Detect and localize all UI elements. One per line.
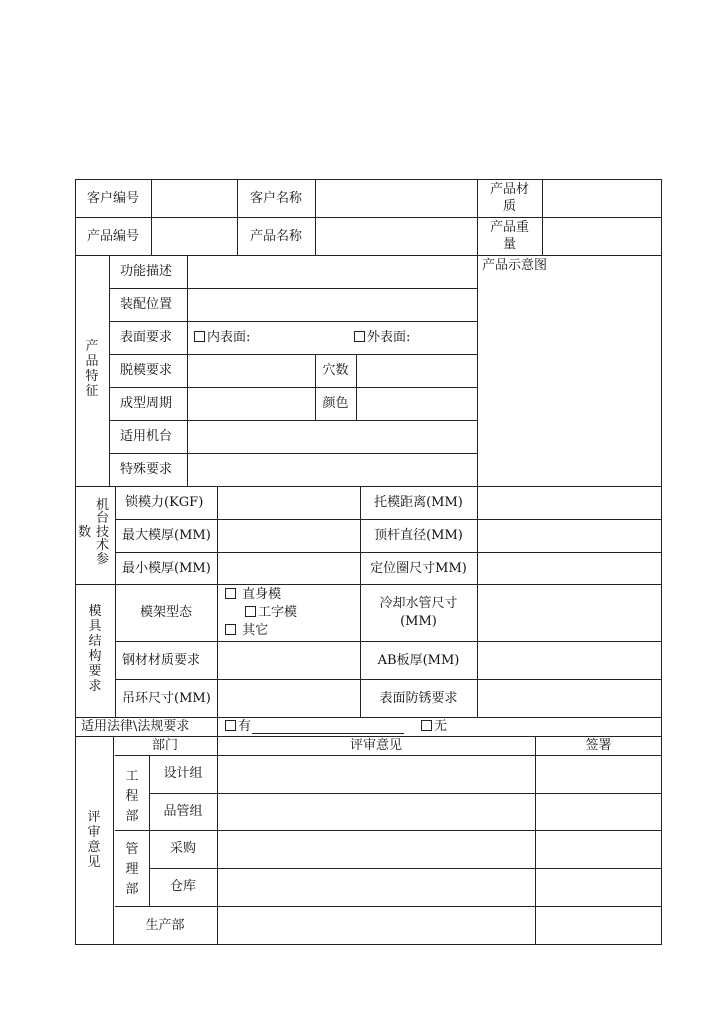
label-weight-b: 量	[502, 237, 516, 252]
label-steel: 钢材材质要求	[122, 653, 201, 668]
label-function: 功能描述	[120, 264, 173, 279]
label-rust: 表面防锈要求	[379, 691, 458, 706]
label-product-name: 产品名称	[249, 229, 302, 244]
label-assembly: 装配位置	[120, 297, 173, 312]
machine-group-char-2: 台	[96, 511, 110, 526]
features-group-label: 产品特征	[85, 339, 99, 399]
rust-field[interactable]	[478, 680, 661, 716]
dept-qc: 品管组	[163, 804, 203, 819]
inner-surface-label: 内表面:	[207, 330, 251, 345]
demold-field[interactable]	[188, 355, 314, 386]
min-field[interactable]	[218, 553, 359, 583]
law-yes-underline	[252, 733, 404, 734]
ring-field[interactable]	[218, 680, 359, 716]
mold-group-label: 模具结构要求	[88, 604, 102, 694]
tie-field[interactable]	[478, 487, 661, 518]
design-opinion-field[interactable]	[218, 756, 534, 792]
machine-group-char-6: 数	[78, 525, 92, 540]
opt-straight-label: 直身模	[242, 587, 282, 602]
production-sign-field[interactable]	[536, 907, 661, 944]
label-ring: 吊环尺寸(MM)	[122, 691, 211, 706]
header-dept: 部门	[151, 738, 178, 753]
sketch-area[interactable]	[478, 274, 661, 485]
qc-opinion-field[interactable]	[218, 794, 534, 829]
machine-group-char-3: 技	[96, 525, 110, 540]
opt-i-label: 工字模	[258, 605, 298, 620]
dept-warehouse: 仓库	[169, 879, 196, 894]
qc-sign-field[interactable]	[536, 794, 661, 829]
label-surface: 表面要求	[120, 330, 173, 345]
dept-production: 生产部	[145, 918, 185, 933]
customer-name-field[interactable]	[316, 180, 476, 216]
opt-straight-checkbox[interactable]	[225, 586, 281, 603]
cavity-field[interactable]	[357, 355, 476, 386]
law-no-label: 无	[434, 719, 448, 734]
function-field[interactable]	[188, 256, 476, 287]
clamp-field[interactable]	[218, 487, 359, 518]
machine-group-char-4: 术	[96, 538, 110, 553]
special-field[interactable]	[188, 454, 476, 485]
label-machine: 适用机台	[120, 429, 173, 444]
law-yes-label: 有	[238, 719, 252, 734]
assembly-field[interactable]	[188, 289, 476, 320]
dept-engineering: 工程部	[125, 769, 139, 824]
outer-surface-checkbox[interactable]	[354, 329, 410, 346]
production-opinion-field[interactable]	[218, 907, 534, 944]
locate-field[interactable]	[478, 553, 661, 583]
law-no-checkbox[interactable]	[421, 718, 447, 735]
label-locate: 定位圈尺寸MM)	[370, 561, 467, 576]
steel-field[interactable]	[218, 642, 359, 678]
label-weight-a: 产品重	[489, 220, 529, 235]
machine-group-char-1: 机	[96, 498, 110, 513]
machine-group-char-5: 参	[96, 552, 110, 567]
opt-other-label: 其它	[242, 623, 269, 638]
material-field[interactable]	[543, 180, 661, 216]
max-field[interactable]	[218, 520, 359, 551]
label-color: 颜色	[322, 396, 349, 411]
dept-design: 设计组	[163, 766, 203, 781]
warehouse-opinion-field[interactable]	[218, 869, 534, 905]
label-cool-b: (MM)	[400, 614, 437, 629]
label-clamp: 锁模力(KGF)	[125, 495, 204, 510]
cycle-field[interactable]	[188, 388, 314, 419]
header-sign: 签署	[585, 738, 612, 753]
label-max: 最大模厚(MM)	[122, 528, 211, 543]
label-ab: AB板厚(MM)	[377, 653, 460, 668]
label-cavity: 穴数	[322, 363, 349, 378]
purchase-opinion-field[interactable]	[218, 831, 534, 867]
opt-i-checkbox[interactable]	[245, 604, 297, 621]
color-field[interactable]	[357, 388, 476, 419]
label-material-b: 质	[502, 199, 516, 214]
label-special: 特殊要求	[120, 462, 173, 477]
ab-field[interactable]	[478, 642, 661, 678]
outer-surface-label: 外表面:	[367, 330, 411, 345]
label-law: 适用法律\法规要求	[81, 719, 190, 734]
product-name-field[interactable]	[316, 218, 476, 254]
label-customer-name: 客户名称	[249, 191, 302, 206]
label-tie: 托模距离(MM)	[374, 495, 463, 510]
weight-field[interactable]	[543, 218, 661, 254]
label-ejector: 顶杆直径(MM)	[374, 528, 463, 543]
label-cool-a: 冷却水管尺寸	[379, 596, 458, 611]
review-group-label: 评审意见	[87, 810, 101, 870]
label-customer-no: 客户编号	[86, 191, 139, 206]
inner-surface-checkbox[interactable]	[194, 329, 250, 346]
form-table	[75, 179, 662, 945]
machine-field[interactable]	[188, 421, 476, 452]
warehouse-sign-field[interactable]	[536, 869, 661, 905]
label-sketch: 产品示意图	[482, 258, 548, 273]
label-demold: 脱模要求	[120, 363, 173, 378]
purchase-sign-field[interactable]	[536, 831, 661, 867]
header-opinion: 评审意见	[349, 738, 402, 753]
cool-field[interactable]	[478, 585, 661, 640]
design-sign-field[interactable]	[536, 756, 661, 792]
customer-no-field[interactable]	[152, 180, 236, 216]
dept-management: 管理部	[125, 842, 139, 897]
label-material-a: 产品材	[489, 182, 529, 197]
label-min: 最小模厚(MM)	[122, 561, 211, 576]
ejector-field[interactable]	[478, 520, 661, 551]
dept-purchase: 采购	[169, 841, 196, 856]
law-yes-checkbox[interactable]	[225, 718, 251, 735]
label-frame: 模架型态	[139, 605, 192, 620]
product-no-field[interactable]	[152, 218, 236, 254]
label-product-no: 产品编号	[86, 229, 139, 244]
label-cycle: 成型周期	[120, 396, 173, 411]
opt-other-checkbox[interactable]	[225, 622, 268, 639]
